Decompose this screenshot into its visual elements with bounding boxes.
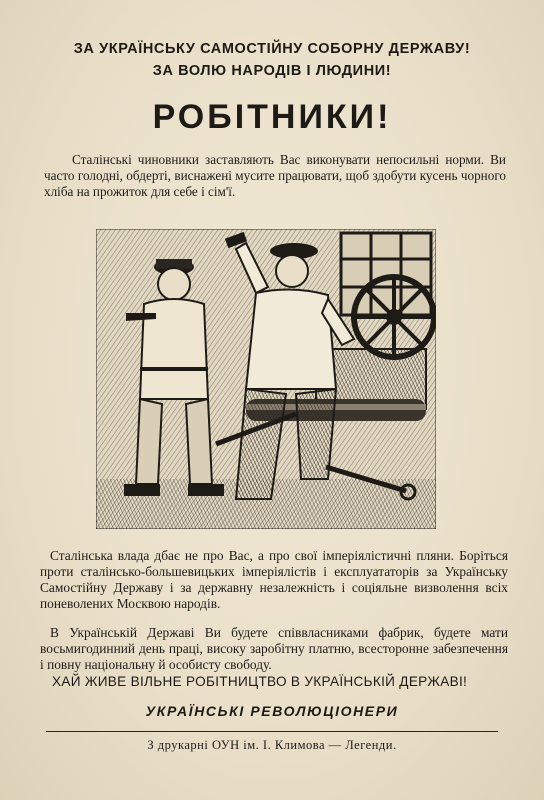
workers-illustration xyxy=(96,229,436,529)
slogan-line-1: ЗА УКРАЇНСЬКУ САМОСТІЙНУ СОБОРНУ ДЕРЖАВУ! xyxy=(73,41,471,57)
headline: РОБІТНИКИ! xyxy=(152,98,392,136)
intro-paragraph: Сталінські чиновники заставляють Вас виконувати непосильні норми. Ви часто голодні, обдерті, виснажені мусите працювати, щоб здобути кусень чорного хліба на прожиток для себе і сім'ї. xyxy=(44,152,506,199)
signature: УКРАЇНСЬКІ РЕВОЛЮЦІОНЕРИ xyxy=(145,703,399,719)
slogan-line-2: ЗА ВОЛЮ НАРОДІВ І ЛЮДИНИ! xyxy=(152,63,392,79)
body-paragraph-1: Сталінська влада дбає не про Вас, а про свої імперіялістичні пляни. Боріться проти сталінсько-большевицьких імперіялістів і експлуататорів за Українську Самостійну Державу і за державну незалежність і соціяльне визволення всіх поневолених Москвою народів. xyxy=(40,548,508,611)
closing-slogan: ХАЙ ЖИВЕ ВІЛЬНЕ РОБІТНИЦТВО В УКРАЇНСЬКІЙ ДЕРЖАВІ! xyxy=(52,674,468,689)
machine-wheel xyxy=(354,277,434,357)
divider-rule xyxy=(46,731,498,732)
imprint-line: З друкарні ОУН ім. І. Климова — Легенди. xyxy=(147,738,397,752)
body-paragraph-2: В Українській Державі Ви будете співвласниками фабрик, будете мати восьмигодинний день праці, високу заробітну платню, всесторонне забезпечення і повну національну й особисту свободу. xyxy=(40,625,508,672)
